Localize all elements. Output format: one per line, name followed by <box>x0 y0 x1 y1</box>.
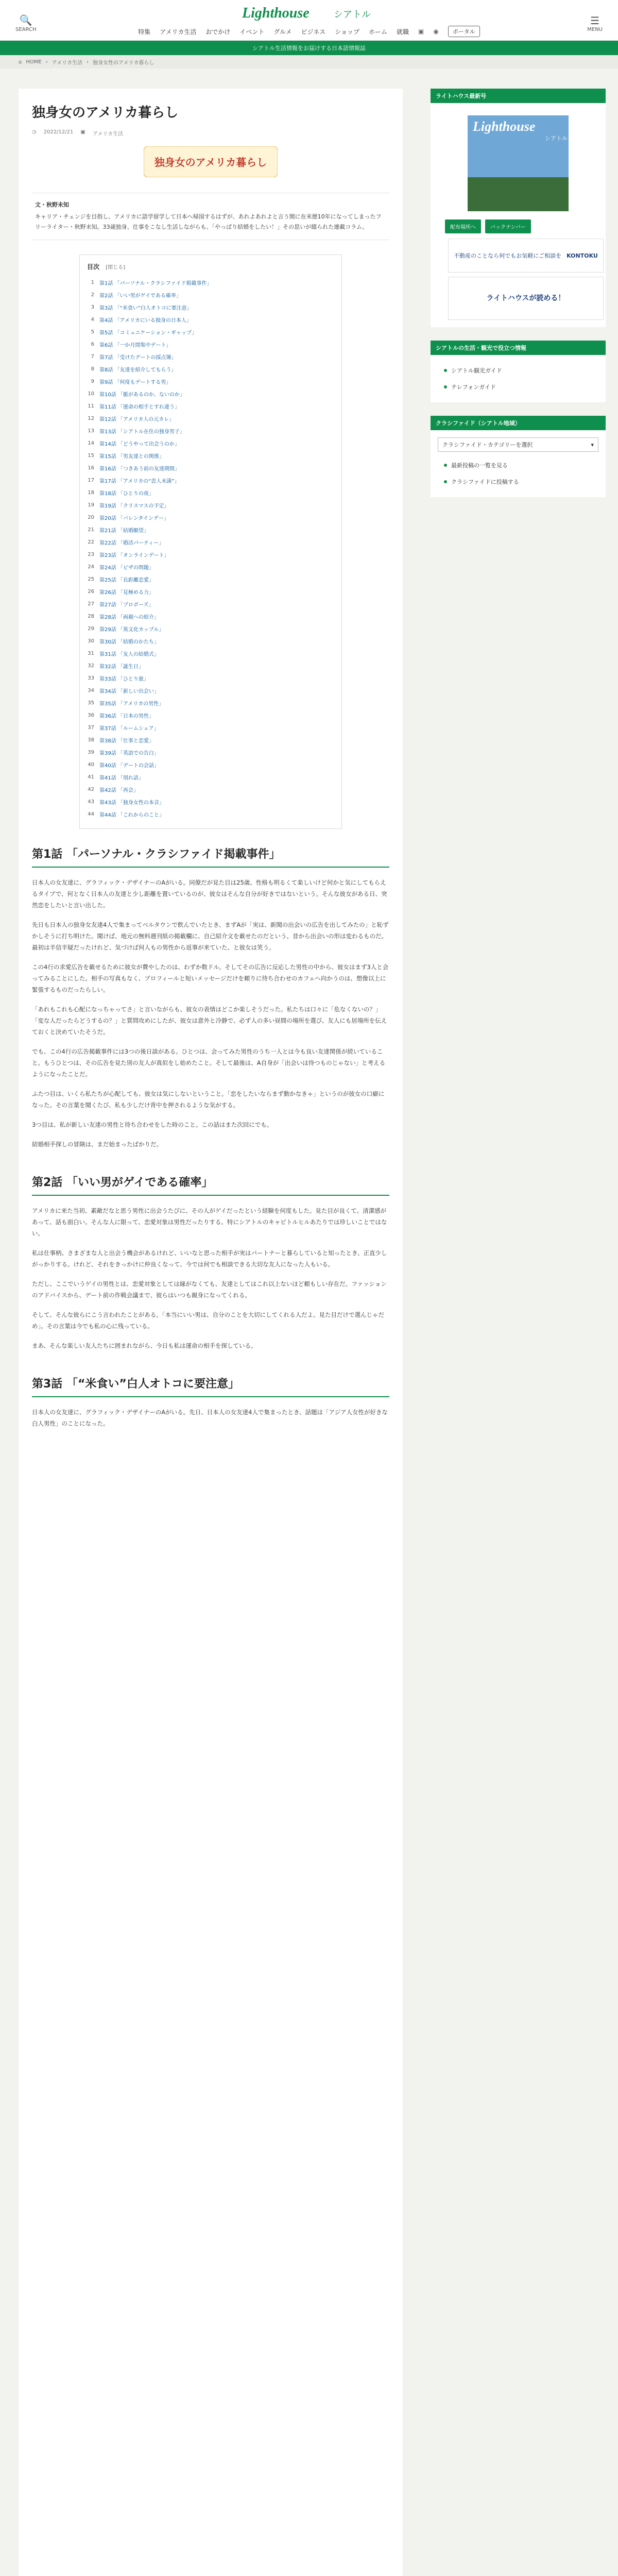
article-main <box>19 89 403 2576</box>
classified-category-select[interactable] <box>438 437 598 452</box>
toc-item-label: 第33話 「ひとり旅」 <box>99 676 149 682</box>
toc-item-number: 41 <box>88 774 94 780</box>
toc-item[interactable] <box>87 709 334 721</box>
toc-item[interactable] <box>87 536 334 548</box>
toc-item-label: 第6話 「一か月間集中デート」 <box>99 342 171 348</box>
toc-item-number: 38 <box>88 737 94 743</box>
facebook-icon[interactable]: ▣ <box>418 28 424 35</box>
article-title: 独身女のアメリカ暮らし <box>32 105 179 121</box>
guide-title: シアトルの生活・観光で役立つ情報 <box>431 341 606 355</box>
nav-item[interactable]: グルメ <box>273 28 292 36</box>
toc-item-number: 12 <box>88 415 94 421</box>
guide-link[interactable] <box>438 379 598 395</box>
toc-item[interactable] <box>87 795 334 808</box>
chevron-down-icon: ▾ <box>591 441 594 448</box>
menu-label: MENU <box>587 27 603 32</box>
article-section <box>32 1174 389 1351</box>
toc-item-label: 第15話 「男友達との関係」 <box>99 453 164 460</box>
nav-item[interactable]: アメリカ生活 <box>160 28 197 36</box>
toc-item-label: 第39話 「英語での告白」 <box>99 750 159 756</box>
section-heading: 第1話 「パーソナル・クラシファイド掲載事件」 <box>32 845 389 868</box>
toc-item[interactable] <box>87 672 334 684</box>
breadcrumb-separator: › <box>87 59 89 65</box>
toc-item[interactable] <box>87 635 334 647</box>
breadcrumb-separator: › <box>45 59 48 65</box>
toc-item-number: 5 <box>91 329 94 335</box>
back-number-button[interactable]: バックナンバー <box>485 219 531 233</box>
toc-item-label: 第42話 「再会」 <box>99 787 139 793</box>
toc-item-number: 21 <box>88 527 94 533</box>
toc-item-number: 14 <box>88 440 94 446</box>
toc-item[interactable] <box>87 313 334 326</box>
toc-item-number: 23 <box>88 551 94 557</box>
nav-item[interactable]: ビジネス <box>301 28 326 36</box>
classified-title: クラシファイド（シアトル地域） <box>431 416 606 430</box>
toc-item-label: 第25話 「長距離恋愛」 <box>99 577 154 583</box>
toc-item[interactable] <box>87 499 334 511</box>
toc-item-label: 第19話 「クリスマスの予定」 <box>99 503 169 509</box>
toc-item-label: 第43話 「独身女性の本音」 <box>99 800 164 806</box>
toc-item-label: 第5話 「コミュニケーション・ギャップ」 <box>99 330 197 336</box>
toc-item-label: 第7話 「受けたデートの採点簿」 <box>99 354 177 361</box>
toc-item-number: 28 <box>88 613 94 619</box>
menu-button[interactable] <box>587 16 603 32</box>
home-icon: ⌂ <box>19 59 22 65</box>
toc-item-number: 13 <box>88 428 94 434</box>
section-heading: 第2話 「いい男がゲイである確率」 <box>32 1174 389 1196</box>
magazine-cover[interactable] <box>468 115 569 211</box>
classified-link-label: クラシファイドに投稿する <box>451 479 519 485</box>
toc-item[interactable] <box>87 697 334 709</box>
paragraph: でも、この4行の広告掲載事件には3つの後日談がある。ひとつは、会ってみた男性のうち一人とは今も良い友達関係が続いていること。もうひとつは、その広告を見た別の友人が真似をし始めたこと。そして最後は、A自身が「出会いは待つものじゃない」と考えるようになったことだ。 <box>32 1048 386 1078</box>
toc-item-number: 32 <box>88 663 94 669</box>
toc-item-label: 第40話 「デートの会話」 <box>99 762 159 769</box>
intro-caption: 文・秋野未知 <box>35 201 69 208</box>
toc-item-number: 11 <box>88 403 94 409</box>
toc-item[interactable] <box>87 400 334 412</box>
toc-item[interactable] <box>87 647 334 659</box>
toc-item-number: 22 <box>88 539 94 545</box>
toc-item-number: 39 <box>88 749 94 755</box>
toc-item-label: 第20話 「バレンタインデー」 <box>99 515 169 521</box>
toc-item[interactable] <box>87 758 334 771</box>
ad-lighthouse-app[interactable]: ライトハウスが読める！ <box>448 277 604 320</box>
site-header <box>0 0 618 41</box>
toc-close-toggle[interactable]: [閉じる] <box>106 265 126 270</box>
toc-item-label: 第26話 「見極める力」 <box>99 589 154 596</box>
toc-item-number: 15 <box>88 452 94 459</box>
toc-item-label: 第23話 「オンラインデート」 <box>99 552 169 558</box>
paragraph: この4行の求愛広告を載せるために彼女が費やしたのは、わずか数ドル。そしてその広告に反応した男性の中から、彼女はまず3人と会ってみることにした。相手の写真もなく、プロフィールと短いメッセージだけを頼りに待ち合わせのカフェへ向かうのは、想像以上に緊張するものだったらしい。 <box>32 963 389 993</box>
paragraph: まあ、そんな楽しい友人たちに囲まれながら、今日も私は運命の相手を探している。 <box>32 1342 257 1349</box>
logo-main: Lighthouse <box>242 5 310 21</box>
search-button[interactable] <box>15 15 36 32</box>
toc-item[interactable] <box>87 573 334 585</box>
toc-item[interactable] <box>87 622 334 635</box>
toc-item[interactable] <box>87 375 334 387</box>
breadcrumb-item: 独身女性のアメリカ暮らし <box>93 60 154 66</box>
guide-link[interactable] <box>438 362 598 379</box>
toc-item-number: 34 <box>88 687 94 693</box>
toc-item-number: 8 <box>91 366 94 372</box>
toc-item[interactable] <box>87 412 334 425</box>
toc-item-label: 第10話 「脈があるのか、ないのか」 <box>99 392 185 398</box>
paragraph: 「あれもこれも心配になっちゃってさ」と言いながらも、彼女の表情はどこか楽しそうだった。私たちは口々に「危なくないの？」「変な人だったらどうするの？」と質問攻めにしたが、彼女は意外と冷静で、必ず人の多い昼間の場所を選び、友人にも居場所を伝えておくと決めていたそうだ。 <box>32 1006 387 1036</box>
clock-icon: ◷ <box>32 129 37 135</box>
toc-item-label: 第41話 「別れ話」 <box>99 775 144 781</box>
toc-item-label: 第30話 「結婚のかたち」 <box>99 639 159 645</box>
toc-item[interactable] <box>87 746 334 758</box>
article-category[interactable]: アメリカ生活 <box>92 131 124 137</box>
toc-item-number: 2 <box>91 292 94 298</box>
toc-item-label: 第37話 「ルームシェア」 <box>99 725 159 732</box>
toc-item-number: 4 <box>91 316 94 323</box>
guide-box <box>431 341 606 402</box>
toc-item-label: 第18話 「ひとりの夜」 <box>99 490 154 497</box>
toc-item-label: 第22話 「婚活パーティー」 <box>99 540 164 546</box>
toc-item-number: 33 <box>88 675 94 681</box>
toc-item-label: 第21話 「結婚願望」 <box>99 528 149 534</box>
toc-item[interactable] <box>87 783 334 795</box>
toc-item[interactable] <box>87 511 334 523</box>
bullet-icon <box>444 385 447 388</box>
toc-item-number: 35 <box>88 700 94 706</box>
toc-item[interactable] <box>87 585 334 598</box>
toc-item-label: 第17話 「アメリカの“恋人未満”」 <box>99 478 180 484</box>
guide-link-label: テレフォンガイド <box>451 384 496 391</box>
nav-item[interactable]: おでかけ <box>205 28 231 36</box>
toc-item-number: 7 <box>91 353 94 360</box>
toc-item-number: 9 <box>91 378 94 384</box>
toc-item-number: 31 <box>88 650 94 656</box>
toc-item[interactable] <box>87 486 334 499</box>
toc-item-label: 第32話 「誕生日」 <box>99 664 144 670</box>
ad1-text: 不動産のことなら何でもお気軽にご相談を <box>454 252 562 259</box>
latest-issue-title: ライトハウス最新号 <box>431 89 606 103</box>
toc-item[interactable] <box>87 734 334 746</box>
classified-link-label: 最新投稿の一覧を見る <box>451 462 508 469</box>
paragraph: 先日も日本人の独身女友達4人で集まってベルタウンで飲んでいたとき、まずAが「実は、新聞の出会いの広告を出してみたの」と恥ずかしそうに打ち明けた。聞けば、地元の無料週刊紙の掲載欄に、自己紹介文を載せたのだという。昔から出会いの形は変わるものだ。最初は半信半疑だったけれど、気づけば何人もの男性から返事が来ていた、と彼女は笑う。 <box>32 921 389 951</box>
paragraph: 日本人の女友達に、グラフィック・デザイナーのAがいる。先日、日本人の女友達4人で集まったとき、話題は「アジア人女性が好きな白人男性」のことになった。 <box>32 1409 388 1427</box>
article-banner <box>144 146 278 177</box>
toc-item-label: 第4話 「アメリカにいる独身の日本人」 <box>99 317 192 324</box>
latest-issue-box <box>431 89 606 327</box>
bullet-icon <box>444 480 447 483</box>
main-nav <box>57 25 561 38</box>
breadcrumb-item[interactable]: HOME <box>26 59 42 65</box>
article-section <box>32 845 389 1150</box>
toc-item-number: 29 <box>88 625 94 632</box>
toc-item[interactable] <box>87 548 334 561</box>
toc-item[interactable] <box>87 387 334 400</box>
toc-item-label: 第27話 「プロポーズ」 <box>99 602 154 608</box>
distribution-button[interactable]: 配布場所へ <box>445 219 481 233</box>
toc-item[interactable] <box>87 326 334 338</box>
paragraph: ただし、ここでいうゲイの男性とは、恋愛対象としては縁がなくても、友達としてはこれ以上ないほど頼もしい存在だ。ファッションのアドバイスから、デート前の作戦会議まで、彼らはいつも親身になってくれる。 <box>32 1280 387 1299</box>
classified-box <box>431 416 606 497</box>
toc-item-label: 第28話 「両親への紹介」 <box>99 614 159 620</box>
folder-icon: ▣ <box>80 129 85 135</box>
paragraph: 3つ目は、私が新しい友達の男性と待ち合わせをした時のこと。この話はまた次回にでも。 <box>32 1121 273 1128</box>
toc-list <box>87 276 334 820</box>
select-value: クラシファイド・カテゴリーを選択 <box>442 442 533 448</box>
portal-button[interactable]: ポータル <box>448 26 480 37</box>
toc-item-number: 40 <box>88 761 94 768</box>
toc-item[interactable] <box>87 474 334 486</box>
toc-item[interactable] <box>87 289 334 301</box>
toc-item[interactable] <box>87 684 334 697</box>
classified-link[interactable] <box>438 457 598 473</box>
toc-item-number: 6 <box>91 341 94 347</box>
toc-header <box>87 262 334 271</box>
paragraph: そして、そんな彼らにこう言われたことがある。「本当にいい男は、自分のことを大切にしてくれる人だよ。見た目だけで選んじゃだめ」。その言葉は今でも私の心に残っている。 <box>32 1311 385 1330</box>
toc-item-number: 25 <box>88 576 94 582</box>
bullet-icon <box>444 464 447 467</box>
toc-item-label: 第35話 「アメリカの男性」 <box>99 701 164 707</box>
toc-item-number: 36 <box>88 712 94 718</box>
toc-item[interactable] <box>87 598 334 610</box>
notice-bar: シアトル生活情報をお届けする日本語情報誌 <box>0 41 618 55</box>
toc-item[interactable] <box>87 721 334 734</box>
guide-link-label: シアトル観光ガイド <box>451 367 502 374</box>
toc-item-number: 16 <box>88 465 94 471</box>
toc-item-number: 24 <box>88 564 94 570</box>
search-label: SEARCH <box>15 27 37 32</box>
nav-item[interactable]: ショップ <box>335 28 359 36</box>
banner-text: 独身女のアメリカ暮らし <box>154 156 267 168</box>
toc-item-label: 第3話 「“米食い”白人オトコに要注意」 <box>99 305 192 311</box>
toc-item-number: 19 <box>88 502 94 508</box>
toc-item-number: 27 <box>88 601 94 607</box>
toc-item-label: 第31話 「友人の結婚式」 <box>99 651 159 657</box>
nav-item[interactable]: 就職 <box>396 28 409 36</box>
instagram-icon[interactable]: ◉ <box>433 28 439 35</box>
toc-item-number: 26 <box>88 588 94 595</box>
paragraph: 日本人の女友達に、グラフィック・デザイナーのAがいる。同僚だが見た目は25歳、性格も明るくて楽しいけど何かと気にしてもらえるタイプで、何となく日本人の友達と少し距離を置いているのが、彼女はそんな自分が好きではないという。そんな彼女がある日、突然恋をしたいと言い出した。 <box>32 879 387 909</box>
toc-item-label: 第14話 「どうやって出会うのか」 <box>99 441 180 447</box>
toc-item[interactable] <box>87 276 334 289</box>
magazine-logo: Lighthouse <box>473 119 536 134</box>
toc-item[interactable] <box>87 523 334 536</box>
toc-item-number: 30 <box>88 638 94 644</box>
toc-item-number: 42 <box>88 786 94 792</box>
toc-item[interactable] <box>87 659 334 672</box>
sidebar <box>431 89 606 511</box>
toc-item-label: 第2話 「いい男がゲイである確率」 <box>99 293 181 299</box>
toc-item-label: 第13話 「シアトル在住の独身男子」 <box>99 429 185 435</box>
bullet-icon <box>444 369 447 372</box>
toc-title: 目次 <box>87 263 100 270</box>
toc-item[interactable] <box>87 771 334 783</box>
article-body <box>32 845 389 1429</box>
search-icon: 🔍 <box>19 14 32 26</box>
toc-item-number: 17 <box>88 477 94 483</box>
toc-item[interactable] <box>87 462 334 474</box>
toc-item-number: 1 <box>91 279 94 285</box>
toc-item[interactable] <box>87 610 334 622</box>
toc-item-label: 第9話 「何度もデートする男」 <box>99 379 171 385</box>
logo-sub: シアトル <box>334 9 371 20</box>
toc-item-label: 第44話 「これからのこと」 <box>99 812 164 818</box>
nav-item[interactable]: イベント <box>239 28 265 36</box>
ad-kontoku[interactable] <box>448 239 604 273</box>
toc-item-label: 第12話 「アメリカ人の元カレ」 <box>99 416 175 422</box>
site-logo[interactable] <box>221 4 397 22</box>
hamburger-icon: ☰ <box>590 14 600 27</box>
toc-item[interactable] <box>87 363 334 375</box>
ad1-brand: KONTOKU <box>566 252 598 259</box>
article-date: 2022/12/21 <box>43 129 74 135</box>
toc-item[interactable] <box>87 808 334 820</box>
toc-item-label: 第16話 「つきあう前の友達期間」 <box>99 466 180 472</box>
toc-item[interactable] <box>87 437 334 449</box>
toc-item[interactable] <box>87 350 334 363</box>
toc-item-label: 第8話 「友達を紹介してもらう」 <box>99 367 177 373</box>
breadcrumb <box>0 55 618 69</box>
magazine-sub: シアトル <box>545 135 568 142</box>
article-section <box>32 1375 389 1429</box>
toc-item-label: 第38話 「仕事と恋愛」 <box>99 738 154 744</box>
toc-item-label: 第24話 「ビザの問題」 <box>99 565 154 571</box>
paragraph: 私は仕事柄、さまざまな人と出会う機会があるけれど、いいなと思った相手が実はパートナーと暮らしていると知ったとき、正直少しがっかりする。けれど、それをきっかけに仲良くなって、今では何でも相談できる大切な友人になった人もいる。 <box>32 1249 387 1268</box>
toc-item[interactable] <box>87 449 334 462</box>
toc-item-label: 第11話 「運命の相手とすれ違う」 <box>99 404 180 410</box>
toc-item-number: 43 <box>88 799 94 805</box>
paragraph: ふたつ目は、いくら私たちが心配しても、彼女は気にしないということ。「恋をしたいならまず動かなきゃ」というのが彼女の口癖になった。その言葉を聞くたび、私も少しだけ背中を押されるような気がする。 <box>32 1090 385 1109</box>
article-intro <box>32 193 389 240</box>
toc-item-label: 第34話 「新しい出会い」 <box>99 688 159 694</box>
toc-item-number: 37 <box>88 724 94 731</box>
toc-item[interactable] <box>87 425 334 437</box>
paragraph: アメリカに来た当初、素敵だなと思う男性に出会うたびに、その人がゲイだったという経験を何度もした。見た目が良くて、清潔感があって、話も面白い。そんな人に限って、恋愛対象は男性だったりする。特にシアトルのキャピトルヒルあたりでは珍しいことではない。 <box>32 1207 387 1237</box>
toc-item[interactable] <box>87 338 334 350</box>
classified-link[interactable] <box>438 473 598 490</box>
toc-item-number: 10 <box>88 391 94 397</box>
nav-item[interactable]: ホーム <box>368 28 387 36</box>
toc-item-number: 44 <box>88 811 94 817</box>
breadcrumb-item[interactable]: アメリカ生活 <box>52 60 83 66</box>
table-of-contents <box>79 255 342 829</box>
section-heading: 第3話 「“米食い”白人オトコに要注意」 <box>32 1375 389 1397</box>
toc-item-number: 3 <box>91 304 94 310</box>
nav-item[interactable]: 特集 <box>138 28 151 36</box>
toc-item-number: 20 <box>88 514 94 520</box>
toc-item[interactable] <box>87 561 334 573</box>
toc-item-label: 第1話 「パーソナル・クラシファイド掲載事件」 <box>99 280 212 286</box>
toc-item-label: 第29話 「異文化カップル」 <box>99 626 164 633</box>
intro-text: キャリア・チェンジを目指し、アメリカに語学留学して日本へ帰国するはずが、あれよあれよと言う間に在米歴10年になってしまったフリーライター・秋野未知。33歳独身、仕事をこなし生活しながらも、「やっぱり結婚をしたい！」その思いが綴られた連載コラム。 <box>35 213 382 230</box>
paragraph: 結婚相手探しの冒険は、まだ始まったばかりだ。 <box>32 1141 162 1148</box>
article-meta <box>32 129 389 137</box>
toc-item-number: 18 <box>88 489 94 496</box>
toc-item[interactable] <box>87 301 334 313</box>
toc-item-label: 第36話 「日本の男性」 <box>99 713 154 719</box>
